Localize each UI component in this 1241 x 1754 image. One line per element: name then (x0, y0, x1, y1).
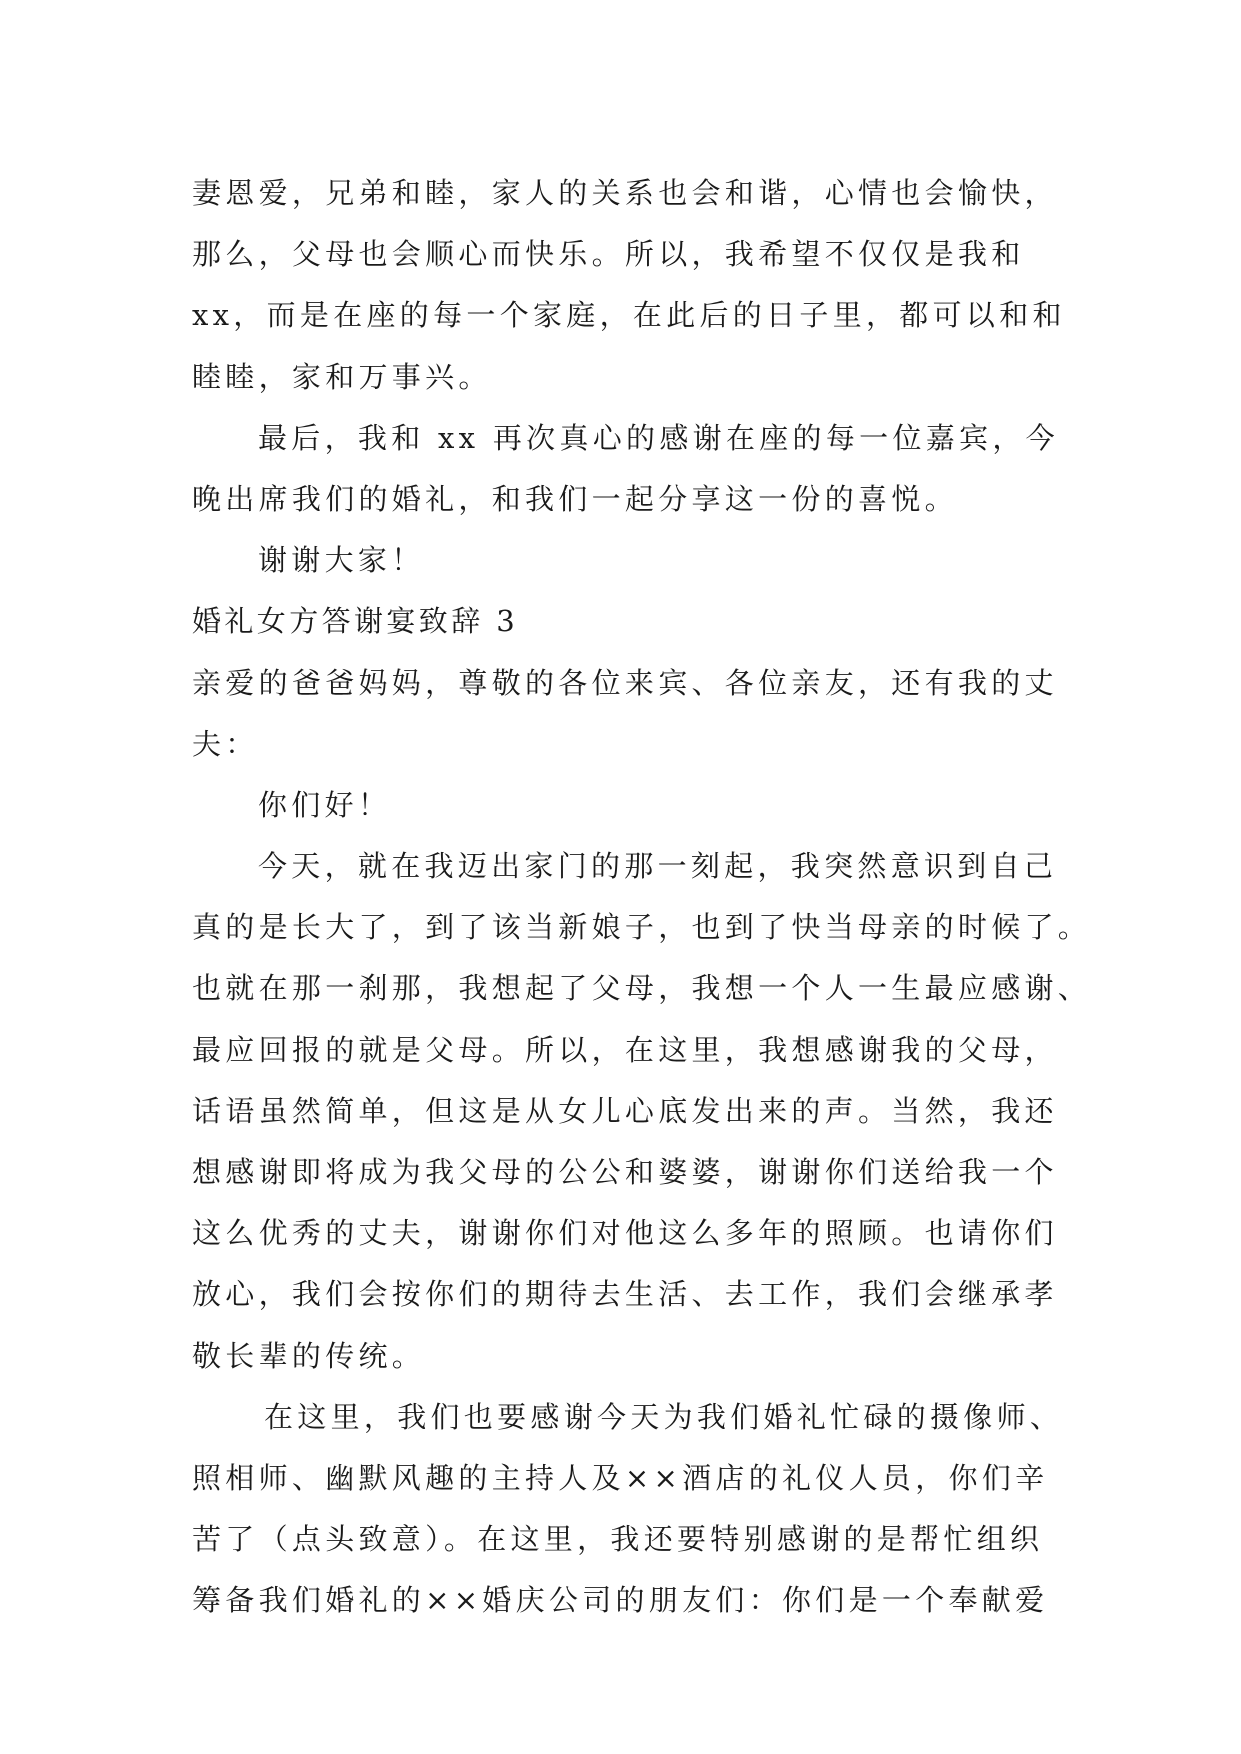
text-line: 那么，父母也会顺心而快乐。所以，我希望不仅仅是我和 (192, 237, 1025, 272)
section-title: 婚礼女方答谢宴致辞 3 (192, 604, 519, 639)
text-line: 睦睦，家和万事兴。 (192, 359, 492, 394)
greeting-line: 你们好！ (258, 787, 392, 822)
text-line: 照相师、幽默风趣的主持人及××酒店的礼仪人员，你们辛 (192, 1460, 1049, 1495)
text-line: 放心，我们会按你们的期待去生活、去工作，我们会继承孝 (192, 1277, 1058, 1312)
text-line: 夫： (192, 726, 259, 761)
text-line: 真的是长大了，到了该当新娘子，也到了快当母亲的时候了。 (192, 910, 1092, 945)
text-line: 晚出席我们的婚礼，和我们一起分享这一份的喜悦。 (192, 481, 958, 516)
text-line: 妻恩爱，兄弟和睦，家人的关系也会和谐，心情也会愉快， (192, 176, 1058, 210)
salutation-line: 亲爱的爸爸妈妈，尊敬的各位来宾、各位亲友，还有我的丈 (192, 665, 1058, 700)
text-line: xx，而是在座的每一个家庭，在此后的日子里，都可以和和 (192, 298, 1066, 333)
paragraph-first-line: 最后，我和 xx 再次真心的感谢在座的每一位嘉宾，今 (258, 420, 1059, 455)
text-line: 最应回报的就是父母。所以，在这里，我想感谢我的父母， (192, 1032, 1058, 1067)
text-line: 想感谢即将成为我父母的公公和婆婆，谢谢你们送给我一个 (192, 1155, 1058, 1189)
closing-thanks: 谢谢大家！ (258, 543, 425, 578)
text-line: 这么优秀的丈夫，谢谢你们对他这么多年的照顾。也请你们 (192, 1216, 1058, 1251)
paragraph-first-line: 在这里，我们也要感谢今天为我们婚礼忙碌的摄像师、 (264, 1399, 1064, 1434)
text-line: 苦了（点头致意）。在这里，我还要特别感谢的是帮忙组织 (192, 1522, 1044, 1557)
document-body (192, 163, 1092, 1632)
text-line: 敬长辈的传统。 (192, 1338, 426, 1373)
text-line: 也就在那一刹那，我想起了父母，我想一个人一生最应感谢、 (192, 971, 1092, 1006)
text-line: 话语虽然简单，但这是从女儿心底发出来的声。当然，我还 (192, 1093, 1058, 1128)
paragraph-first-line: 今天，就在我迈出家门的那一刻起，我突然意识到自己 (258, 849, 1058, 884)
text-line: 筹备我们婚礼的××婚庆公司的朋友们：你们是一个奉献爱 (192, 1583, 1049, 1618)
